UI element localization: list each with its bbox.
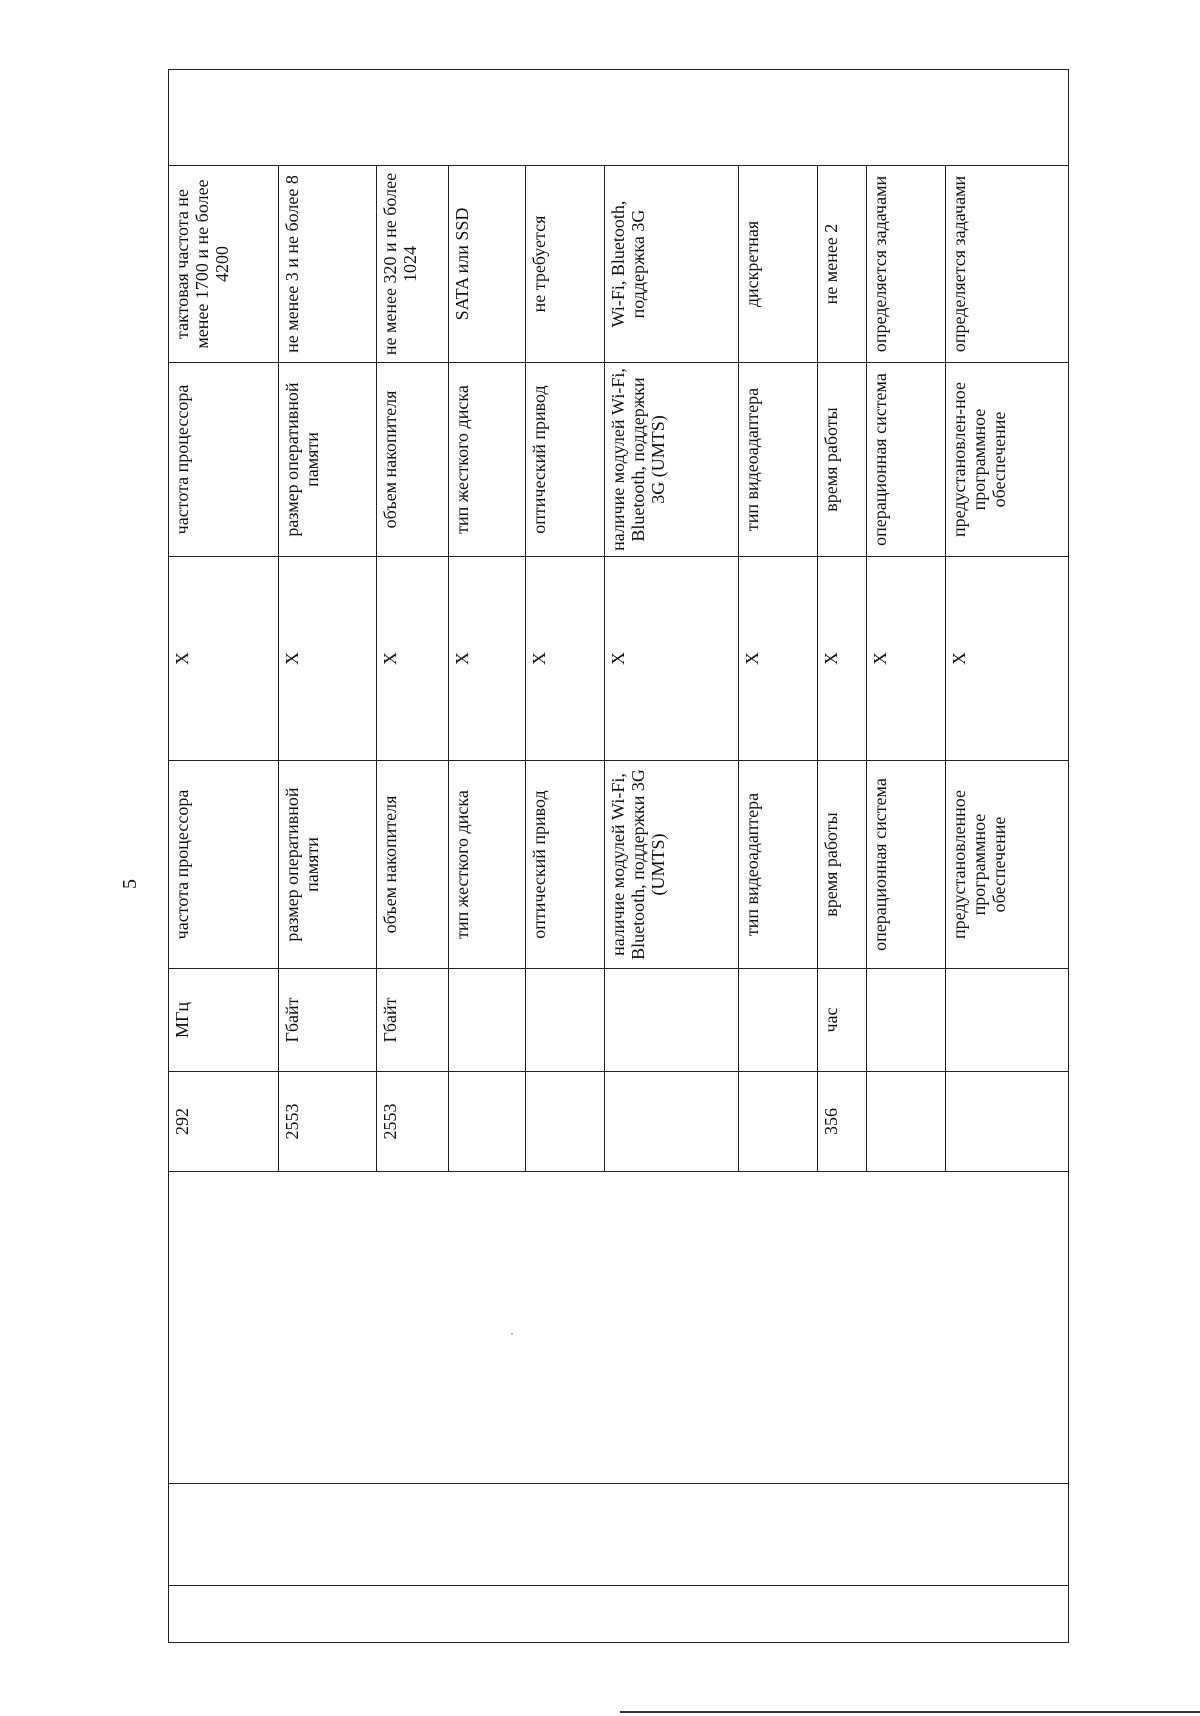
code-cell (449, 1072, 526, 1172)
code-cell (605, 1072, 739, 1172)
name-cell: частота процессора (169, 761, 279, 969)
value-cell: не менее 2 (818, 166, 867, 363)
mark-cell: Х (867, 557, 946, 761)
value-cell: не требуется (526, 166, 605, 363)
name-cell: тип жесткого диска (449, 761, 526, 969)
value-cell: не менее 320 и не более 1024 (377, 166, 449, 363)
unit-cell: Гбайт (377, 969, 449, 1072)
name-cell: время работы (818, 761, 867, 969)
value-cell: дискретная (739, 166, 818, 363)
code-cell (867, 1072, 946, 1172)
value-cell: SATA или SSD (449, 166, 526, 363)
code-cell: 2553 (377, 1072, 449, 1172)
value-cell: определяется задачами (867, 166, 946, 363)
name-cell: оптический привод (526, 761, 605, 969)
rotated-table-frame (168, 70, 1068, 1643)
name-cell: наличие модулей Wi-Fi, Bluetooth, поддержки 3G (UMTS) (605, 761, 739, 969)
code-cell: 292 (169, 1072, 279, 1172)
unit-cell (867, 969, 946, 1072)
name-cell: предустановленное программное обеспечение (946, 761, 1069, 969)
empty-cell (169, 1172, 1069, 1484)
param-cell: тип видеоадаптера (739, 363, 818, 557)
scan-speck (511, 1333, 513, 1335)
value-cell: тактовая частота не менее 1700 и не более 4200 (169, 166, 279, 363)
mark-cell: Х (739, 557, 818, 761)
name-cell: тип видеоадаптера (739, 761, 818, 969)
bottom-edge-line (620, 1711, 1200, 1713)
mark-cell: Х (377, 557, 449, 761)
param-cell: частота процессора (169, 363, 279, 557)
mark-cell: Х (169, 557, 279, 761)
param-cell: оптический привод (526, 363, 605, 557)
mark-cell: Х (526, 557, 605, 761)
value-cell: не менее 3 и не более 8 (279, 166, 377, 363)
mark-cell: Х (279, 557, 377, 761)
empty-cell (169, 1586, 1069, 1643)
unit-cell: МГц (169, 969, 279, 1072)
param-cell: операционная система (867, 363, 946, 557)
param-cell: объем накопителя (377, 363, 449, 557)
mark-cell: Х (605, 557, 739, 761)
mark-cell: Х (818, 557, 867, 761)
name-cell: объем накопителя (377, 761, 449, 969)
code-cell (946, 1072, 1069, 1172)
unit-cell (526, 969, 605, 1072)
param-cell: тип жесткого диска (449, 363, 526, 557)
mark-cell: Х (946, 557, 1069, 761)
param-cell: размер оперативной памяти (279, 363, 377, 557)
code-cell: 356 (818, 1072, 867, 1172)
table-row (169, 70, 279, 1643)
mark-cell: Х (449, 557, 526, 761)
unit-cell (946, 969, 1069, 1072)
empty-cell (169, 1484, 1069, 1586)
unit-cell (739, 969, 818, 1072)
unit-cell: Гбайт (279, 969, 377, 1072)
empty-cell (169, 70, 1069, 166)
page-number: 5 (118, 879, 141, 889)
value-cell: Wi-Fi, Bluetooth, поддержка 3G (605, 166, 739, 363)
name-cell: размер оперативной памяти (279, 761, 377, 969)
specification-table (168, 69, 1069, 1643)
unit-cell (605, 969, 739, 1072)
code-cell (739, 1072, 818, 1172)
name-cell: операционная система (867, 761, 946, 969)
param-cell: наличие модулей Wi-Fi, Bluetooth, поддержки 3G (UMTS) (605, 363, 739, 557)
code-cell: 2553 (279, 1072, 377, 1172)
param-cell: предустановлен-ное программное обеспечение (946, 363, 1069, 557)
value-cell: определяется задачами (946, 166, 1069, 363)
code-cell (526, 1072, 605, 1172)
unit-cell (449, 969, 526, 1072)
unit-cell: час (818, 969, 867, 1072)
param-cell: время работы (818, 363, 867, 557)
